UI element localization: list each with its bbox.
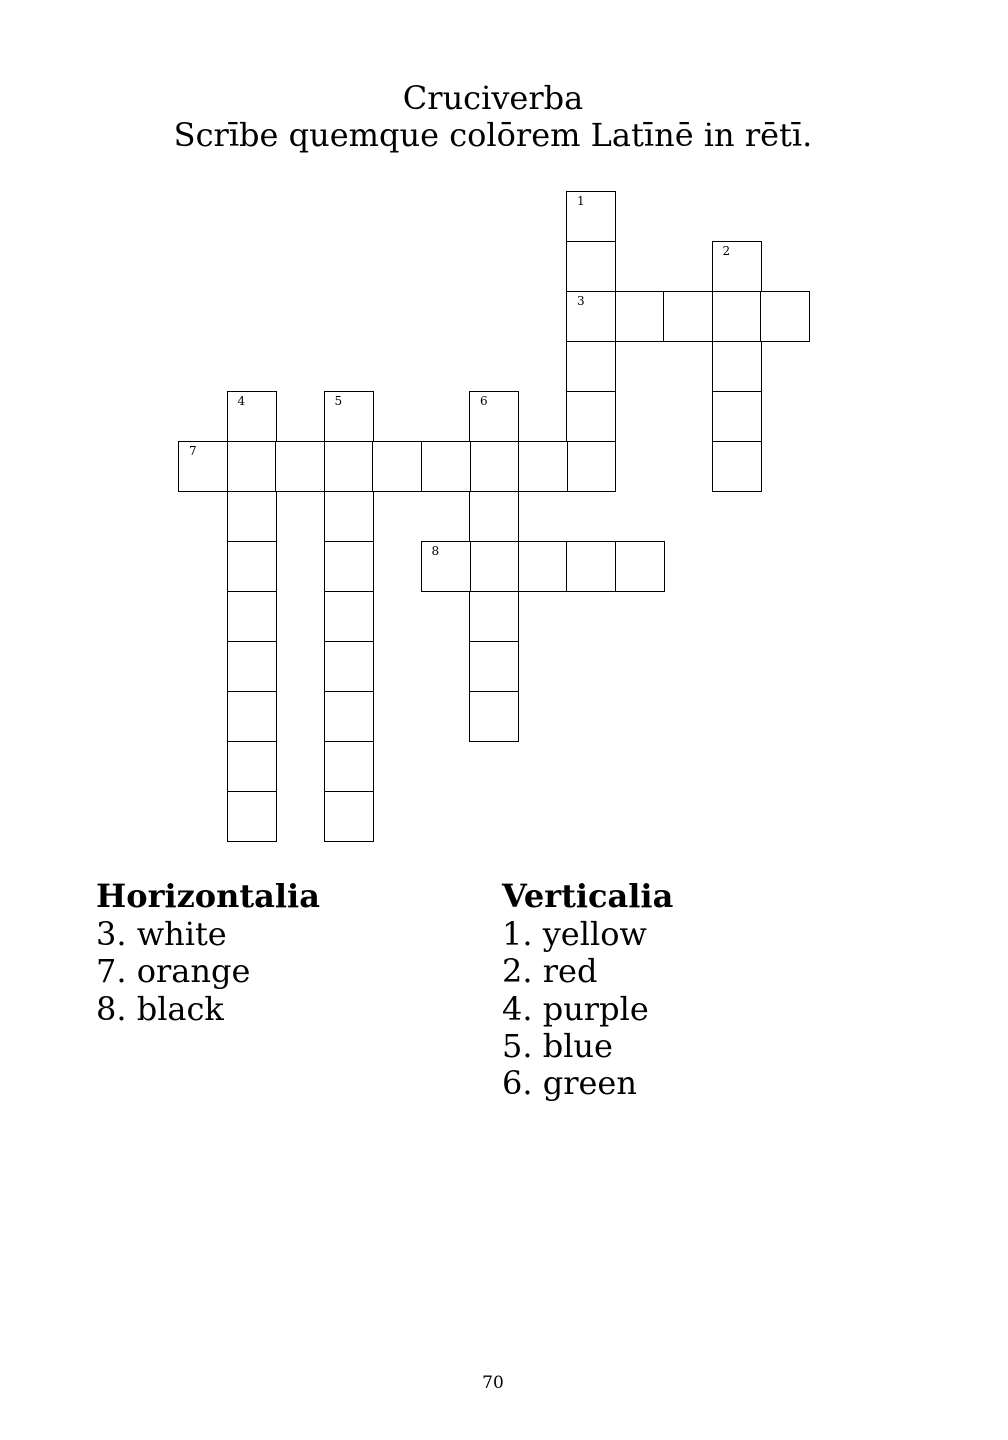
page-number: 70 <box>482 1373 504 1393</box>
clue-across-7: 7. orange <box>96 952 251 991</box>
crossword-cell[interactable] <box>469 641 519 692</box>
crossword-cell[interactable] <box>712 441 762 492</box>
crossword-cell[interactable] <box>227 441 277 492</box>
crossword-cell[interactable] <box>227 791 277 842</box>
clue-across-3: 3. white <box>96 915 227 953</box>
crossword-cell[interactable] <box>566 191 616 242</box>
crossword-cell[interactable] <box>421 541 471 592</box>
crossword-cell[interactable] <box>712 391 762 442</box>
clue-number: 7 <box>189 444 197 458</box>
crossword-cell[interactable] <box>469 591 519 642</box>
crossword-cell[interactable] <box>760 291 810 342</box>
clue-down-2: 2. red <box>502 952 598 991</box>
clue-across-8: 8. black <box>96 989 224 1028</box>
crossword-cell[interactable] <box>663 291 713 342</box>
clue-down-1: 1. yellow <box>502 915 647 953</box>
crossword-cell[interactable] <box>324 591 374 642</box>
down-heading: Verticalia <box>502 877 674 915</box>
across-clues <box>96 876 476 1028</box>
crossword-cell[interactable] <box>469 541 519 592</box>
crossword-cell[interactable] <box>324 491 374 542</box>
crossword-cell[interactable] <box>324 541 374 592</box>
crossword-cell[interactable] <box>227 391 277 442</box>
clue-number: 3 <box>577 294 585 308</box>
clue-number: 6 <box>480 394 488 408</box>
crossword-cell[interactable] <box>566 341 616 392</box>
crossword-cell[interactable] <box>372 441 422 492</box>
clue-number: 2 <box>722 244 731 258</box>
crossword-cell[interactable] <box>421 441 471 492</box>
across-clue-list <box>96 916 476 1028</box>
crossword-cell[interactable] <box>469 391 519 442</box>
crossword-cell[interactable] <box>227 491 277 542</box>
clue-number: 5 <box>334 394 343 408</box>
crossword-cell[interactable] <box>566 391 616 442</box>
clue-number: 8 <box>431 544 440 558</box>
crossword-cell[interactable] <box>227 741 277 792</box>
clue-down-6: 6. green <box>502 1064 637 1103</box>
crossword-cell[interactable] <box>615 291 665 342</box>
crossword-cell[interactable] <box>566 241 616 292</box>
clue-down-5: 5. blue <box>502 1026 613 1065</box>
crossword-cell[interactable] <box>469 491 519 542</box>
crossword-cell[interactable] <box>615 541 665 592</box>
crossword-cell[interactable] <box>324 441 374 492</box>
crossword-cell[interactable] <box>227 541 277 592</box>
crossword-cell[interactable] <box>324 691 374 742</box>
down-clues <box>502 876 882 1102</box>
crossword-cell[interactable] <box>712 291 762 342</box>
crossword-cell[interactable] <box>518 441 568 492</box>
crossword-cell[interactable] <box>566 441 616 492</box>
crossword-cell[interactable] <box>518 541 568 592</box>
clue-down-4: 4. purple <box>502 989 649 1028</box>
crossword-cell[interactable] <box>178 441 228 492</box>
crossword-cell[interactable] <box>227 591 277 642</box>
crossword-cell[interactable] <box>712 341 762 392</box>
crossword-cell[interactable] <box>275 441 325 492</box>
down-clue-list <box>502 916 882 1102</box>
crossword-cell[interactable] <box>324 741 374 792</box>
crossword-cell[interactable] <box>566 291 616 342</box>
puzzle-instructions: Scrībe quemque colōrem Latīnē in rētī. <box>173 116 813 154</box>
puzzle-title: Cruciverba <box>402 79 584 117</box>
crossword-cell[interactable] <box>469 441 519 492</box>
crossword-cell[interactable] <box>469 691 519 742</box>
crossword-cell[interactable] <box>227 691 277 742</box>
crossword-cell[interactable] <box>324 791 374 842</box>
crossword-cell[interactable] <box>324 641 374 692</box>
clue-number: 1 <box>577 194 585 208</box>
clue-number: 4 <box>237 394 246 408</box>
across-heading: Horizontalia <box>96 877 320 915</box>
crossword-cell[interactable] <box>566 541 616 592</box>
crossword-cell[interactable] <box>324 391 374 442</box>
crossword-cell[interactable] <box>227 641 277 692</box>
crossword-cell[interactable] <box>712 241 762 292</box>
